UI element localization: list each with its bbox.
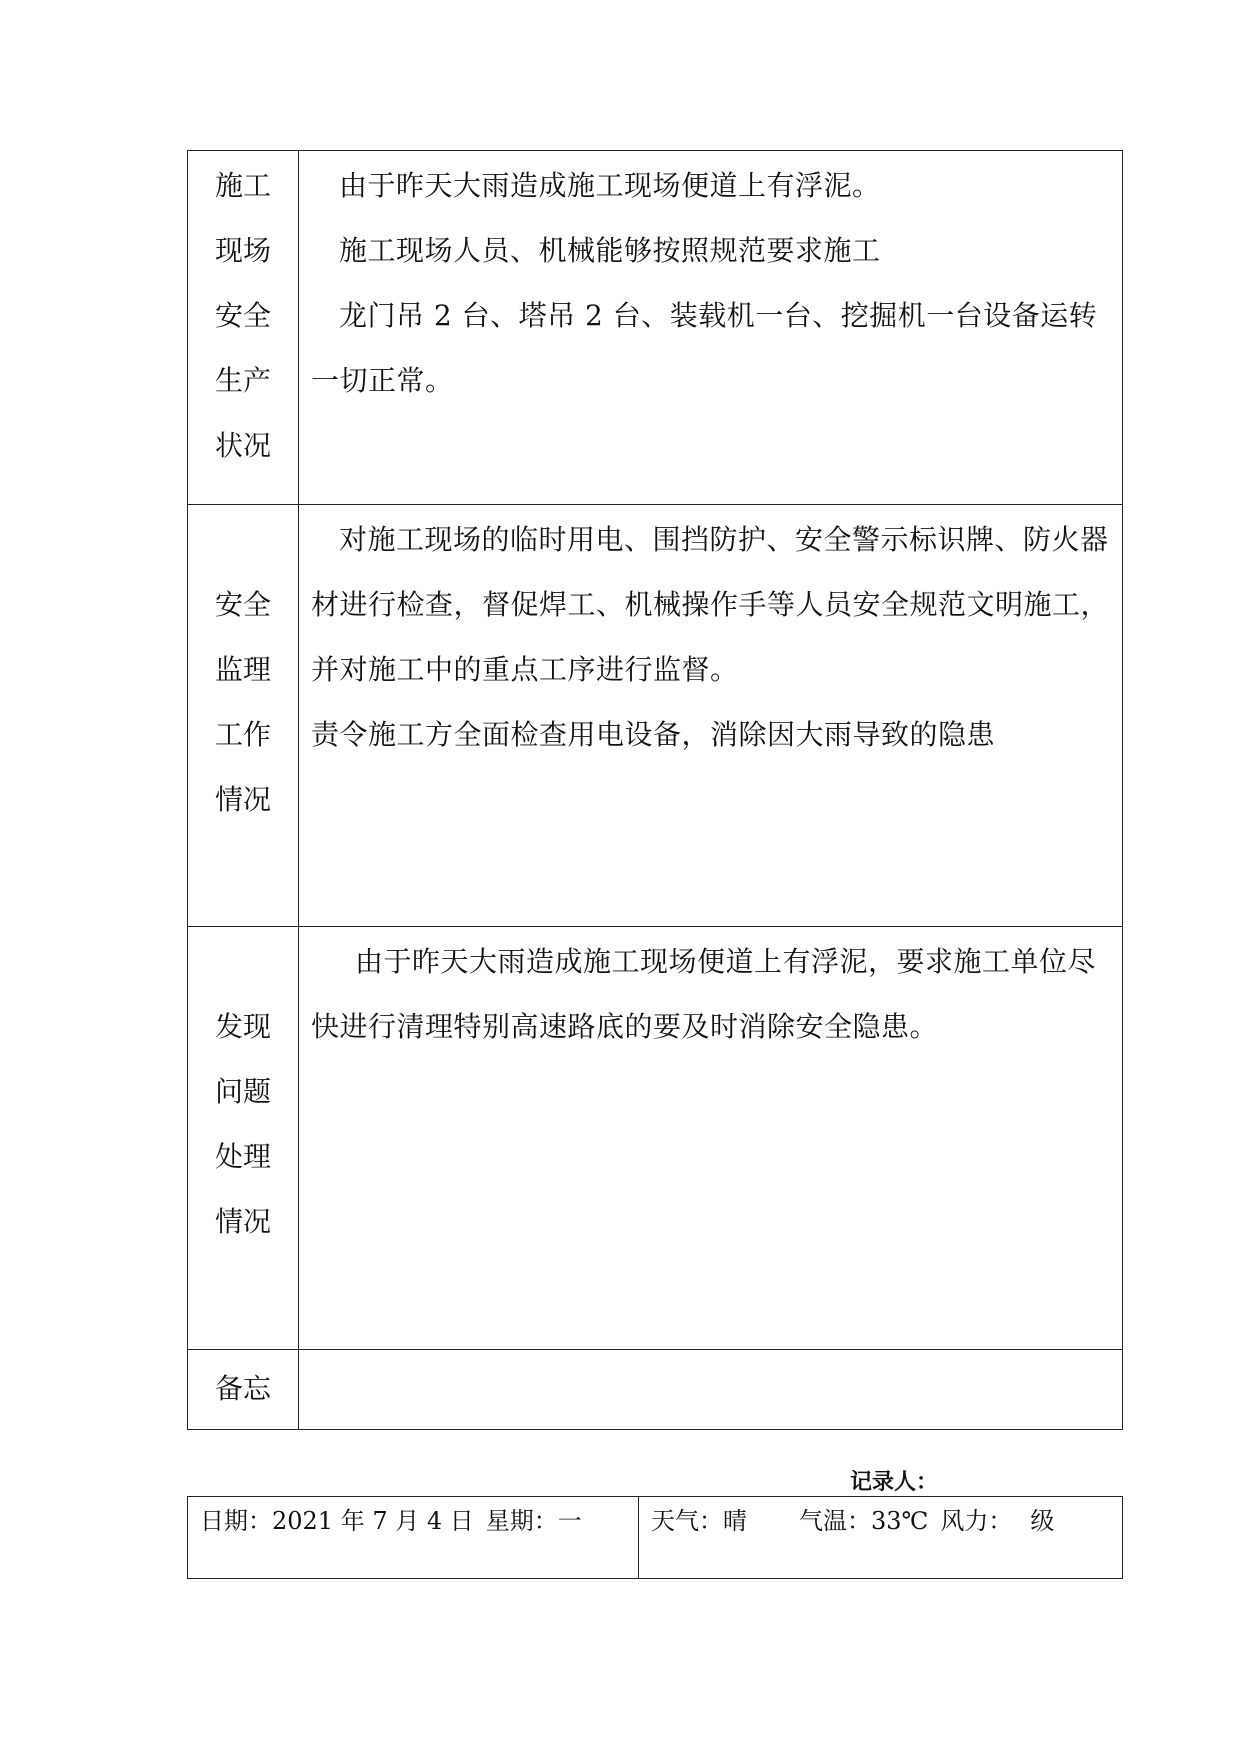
supervision-paragraph: 责令施工方全面检查用电设备，消除因大雨导致的隐患	[311, 717, 996, 751]
issues-paragraph: 由于昨天大雨造成施工现场便道上有浮泥，要求施工单位尽快进行清理特别高速路底的要及时消除安全隐患。	[311, 945, 1097, 1044]
wind-label: 风力：	[940, 1507, 1013, 1535]
supervision-paragraph: 对施工现场的临时用电、围挡防护、安全警示标识牌、防火器材进行检查，督促焊工、机械操作手等人员安全规范文明施工，并对施工中的重点工序进行监督。	[311, 522, 1110, 686]
date-label: 日期：	[200, 1507, 272, 1535]
weather-value: 晴	[723, 1507, 747, 1535]
content-memo	[299, 1349, 1123, 1429]
weekday-value: 一	[557, 1507, 582, 1535]
site-safety-paragraph: 施工现场人员、机械能够按照规范要求施工	[339, 234, 881, 267]
safety-log-table	[187, 150, 1123, 1430]
row-issues	[188, 927, 1123, 1349]
footer-table	[187, 1496, 1123, 1579]
content-issues	[299, 927, 1123, 1349]
label-memo: 备忘	[188, 1349, 299, 1429]
row-supervision	[188, 504, 1123, 926]
label-supervision: 安全 监理 工作 情况	[188, 504, 299, 926]
weather-label: 天气：	[651, 1507, 723, 1535]
recorder-label: 记录人：	[850, 1470, 939, 1495]
date-value: 2021 年 7 月 4 日	[272, 1507, 474, 1535]
label-site-safety: 施工 现场 安全 生产 状况	[188, 151, 299, 505]
weekday-label: 星期：	[485, 1507, 558, 1535]
site-safety-paragraph: 由于昨天大雨造成施工现场便道上有浮泥。	[339, 169, 881, 202]
row-memo	[188, 1349, 1123, 1429]
site-safety-paragraph: 龙门吊 2 台、塔吊 2 台、装载机一台、挖掘机一台设备运转一切正常。	[311, 299, 1098, 397]
temperature-label: 气温：	[799, 1507, 871, 1535]
footer-date-cell	[188, 1497, 639, 1579]
label-issues: 发现 问题 处理 情况	[188, 927, 299, 1349]
wind-value: 级	[1030, 1507, 1055, 1535]
content-supervision	[299, 504, 1123, 926]
temperature-value: 33℃	[871, 1507, 929, 1535]
row-site-safety	[188, 151, 1123, 505]
content-site-safety	[299, 151, 1123, 505]
footer-weather-cell	[639, 1497, 1123, 1579]
